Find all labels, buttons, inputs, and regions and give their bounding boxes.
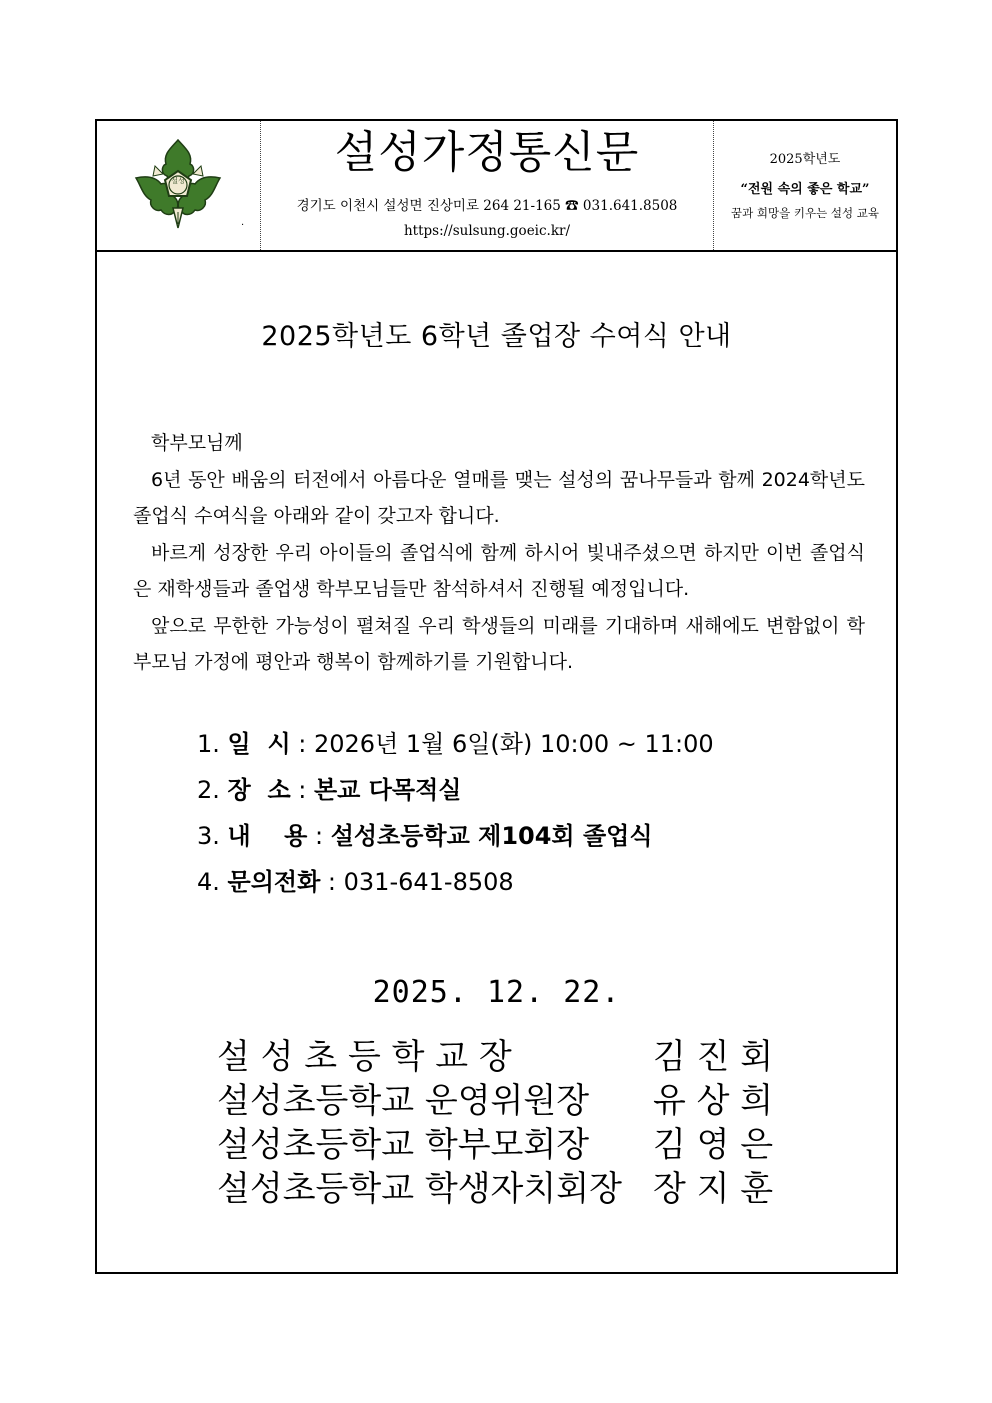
school-url[interactable]: https://sulsung.goeic.kr/ (403, 223, 571, 239)
logo-dot: . (241, 217, 245, 228)
signers (217, 1035, 777, 1211)
detail-row: 2. 장 소 : 본교 다목적실 (197, 776, 462, 804)
detail-value: 031-641-8508 (343, 868, 514, 896)
detail-row: 3. 내 용 : 설성초등학교 제104회 졸업식 (197, 822, 653, 850)
signer-name: 장 지 훈 (653, 1169, 774, 1209)
detail-label: 장 소 (227, 776, 291, 804)
signer-org: 설 성 초 등 학 교 장 (217, 1037, 512, 1077)
salutation: 학부모님께 (151, 432, 243, 454)
school-motto: “전원 속의 좋은 학교” (740, 182, 870, 197)
detail-number: 1. (197, 730, 220, 758)
paragraph: 바르게 성장한 우리 아이들의 졸업식에 함께 하시어 빛내주셨으면 하지만 이번 졸업식은 재학생들과 졸업생 학부모님들만 참석하셔서 진행될 예정입니다. (133, 541, 865, 600)
document-title: 2025학년도 6학년 졸업장 수여식 안내 (261, 321, 732, 352)
emblem-text: 설성 (171, 177, 185, 185)
signer-name: 유 상 희 (653, 1081, 774, 1121)
letter-body (133, 425, 865, 681)
paragraph: 6년 동안 배움의 터전에서 아름다운 열매를 맺는 설성의 꿈나무들과 함께 2024학년도 졸업식 수여식을 아래와 같이 갖고자 합니다. (133, 468, 865, 527)
detail-number: 2. (197, 776, 220, 804)
year-cell (714, 121, 896, 250)
signer-org: 설성초등학교 학부모회장 (217, 1125, 590, 1165)
detail-label: 내 용 (227, 822, 308, 850)
signer-row (217, 1079, 777, 1123)
newsletter-frame (95, 119, 898, 1274)
signer-name: 김 영 은 (653, 1125, 774, 1165)
detail-row: 4. 문의전화 : 031-641-8508 (197, 868, 514, 896)
newsletter-header (97, 121, 896, 252)
paragraph: 앞으로 무한한 가능성이 펼쳐질 우리 학생들의 미래를 기대하며 새해에도 변함없이 학부모님 가정에 평안과 행복이 함께하기를 기원합니다. (133, 614, 865, 673)
signer-org: 설성초등학교 학생자치회장 (217, 1169, 622, 1209)
issue-date: 2025. 12. 22. (372, 975, 621, 1010)
signer-row (217, 1035, 777, 1079)
detail-value: 본교 다목적실 (313, 776, 462, 804)
school-emblem-icon (133, 138, 223, 230)
event-details (197, 721, 714, 905)
signer-org: 설성초등학교 운영위원장 (217, 1081, 590, 1121)
detail-number: 3. (197, 822, 220, 850)
newsletter-title: 설성가정통신문 (334, 127, 640, 178)
school-submotto: 꿈과 희망을 키우는 설성 교육 (731, 206, 879, 220)
detail-row: 1. 일 시 : 2026년 1월 6일(화) 10:00 ~ 11:00 (197, 730, 714, 758)
detail-number: 4. (197, 868, 220, 896)
signer-row (217, 1167, 777, 1211)
logo-cell (97, 121, 261, 250)
detail-label: 문의전화 (227, 868, 321, 896)
detail-value: 설성초등학교 제104회 졸업식 (330, 822, 653, 850)
title-cell (261, 121, 714, 250)
detail-label: 일 시 (227, 730, 291, 758)
signer-name: 김 진 회 (653, 1037, 774, 1077)
signer-row (217, 1123, 777, 1167)
detail-value: 2026년 1월 6일(화) 10:00 ~ 11:00 (313, 730, 714, 758)
school-address: 경기도 이천시 설성면 진상미로 264 21-165 ☎ 031.641.8508 (296, 198, 678, 214)
school-year: 2025학년도 (769, 152, 841, 167)
